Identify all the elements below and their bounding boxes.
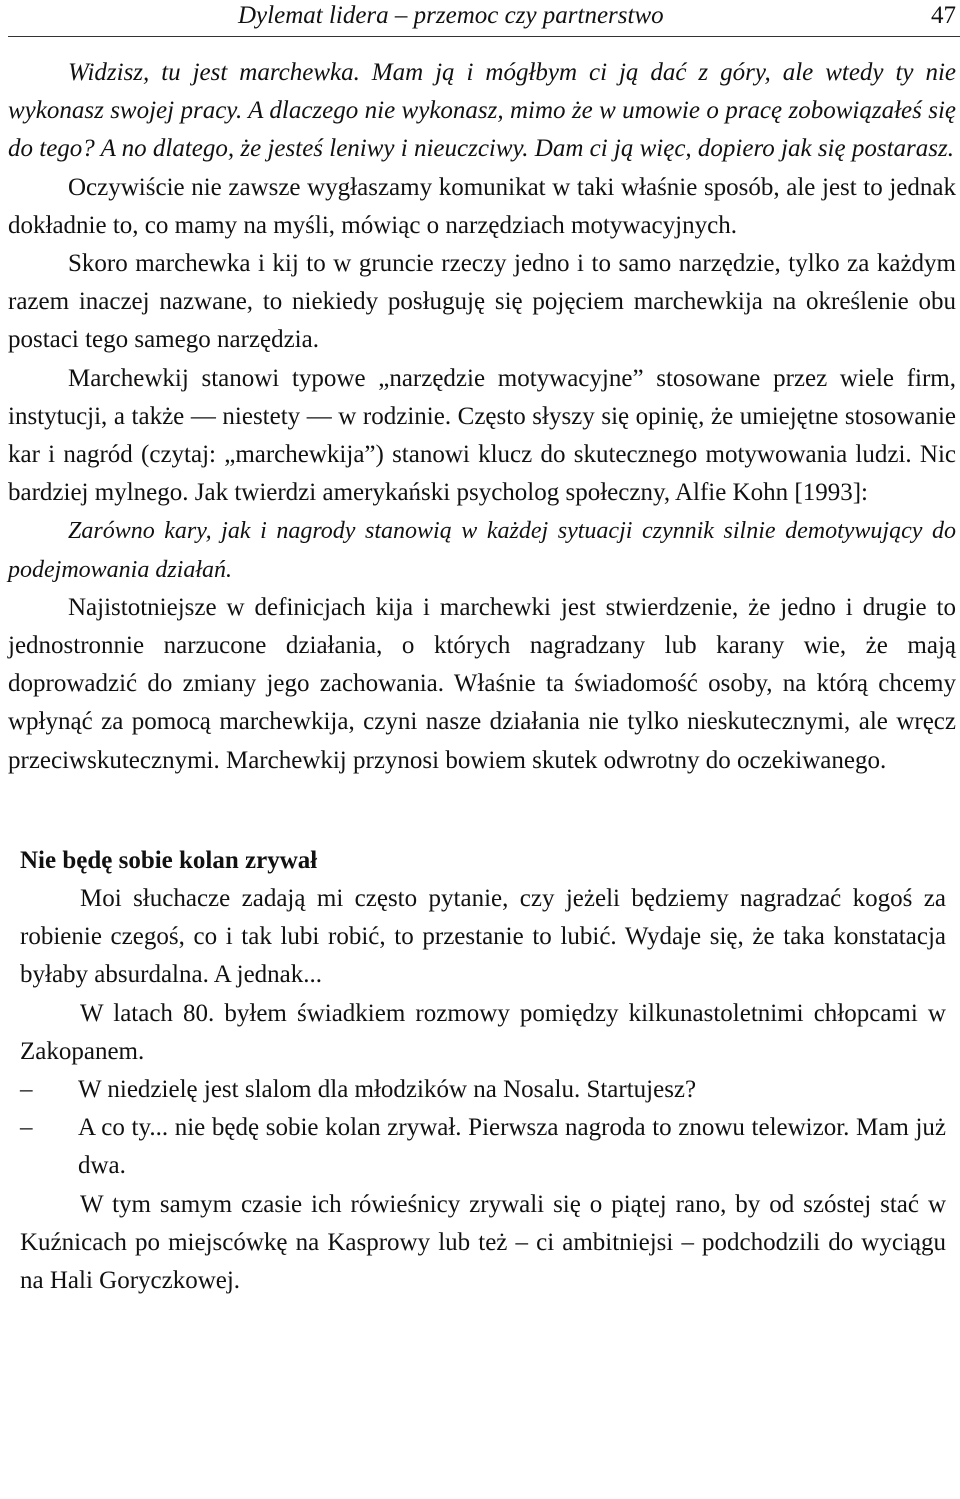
dialog-text: A co ty... nie będę sobie kolan zrywał. Pierwsza nagroda to znowu telewizor. Mam już dwa. <box>78 1114 946 1180</box>
paragraph: Skoro marchewka i kij to w gruncie rzeczy jedno i to samo narzędzie, tylko za każdym razem inaczej nazwane, to niekiedy posługuję się pojęciem marchewkija na określenie obu postaci tego samego narzędzia. <box>8 250 956 354</box>
boxed-section <box>8 842 946 1300</box>
paragraph: W latach 80. byłem świadkiem rozmowy pomiędzy kilkunastoletnimi chłopcami w Zakopanem. <box>20 999 946 1065</box>
dialog-dash: – <box>20 1114 33 1142</box>
section-title: Nie będę sobie kolan zrywał <box>20 846 318 874</box>
paragraph: Najistotniejsze w definicjach kija i marchewki jest stwierdzenie, że jedno i drugie to jednostronnie narzucone działania, o których nagradzany lub karany wie, że mają doprowadzić do zmiany jego zachowania. Właśnie ta świadomość osoby, na którą chcemy wpłynąć za pomocą marchewkija, czyni nasze działania nie tylko nieskutecznymi, ale wręcz przeciwskutecznymi. Marchewkij przynosi bowiem skutek odwrotny do oczekiwanego. <box>8 593 956 774</box>
paragraph: W tym samym czasie ich rówieśnicy zrywali się o piątej rano, by od szóstej stać w Kuźnicach po miejscówkę na Kasprowy lub też – ci ambitniejsi – podchodzili do wyciągu na Hali Goryczkowej. <box>20 1190 946 1295</box>
paragraph: Oczywiście nie zawsze wygłaszamy komunikat w taki właśnie sposób, ale jest to jednak dokładnie to, co mamy na myśli, mówiąc o narzędziach motywacyjnych. <box>8 173 956 239</box>
paragraph: Marchewkij stanowi typowe „narzędzie motywacyjne” stosowane przez wiele firm, instytucji, a także — niestety — w rodzinie. Często słyszy się opinię, że umiejętne stosowanie kar i nagród (czytaj: „marchewkija”) stanowi klucz do skutecznego motywowania ludzi. Nic bardziej mylnego. Jak twierdzi amerykański psycholog społeczny, Alfie Kohn [1993]: <box>8 364 956 507</box>
page-body <box>8 54 956 1300</box>
dialog-line <box>20 1109 946 1185</box>
running-head: Dylemat lidera – przemoc czy partnerstwo <box>238 2 664 29</box>
dialog-line <box>20 1071 946 1109</box>
page-number: 47 <box>931 2 956 29</box>
paragraph: Moi słuchacze zadają mi często pytanie, czy jeżeli będziemy nagradzać kogoś za robienie czegoś, co i tak lubi robić, to przestanie to lubić. Wydaje się, że taka konstatacja byłaby absurdalna. A jednak... <box>20 885 946 989</box>
carrot-quote: Widzisz, tu jest marchewka. Mam ją i mógłbym ci ją dać z góry, ale wtedy ty nie wykonasz swojej pracy. A dlaczego nie wykonasz, mimo że w umowie o pracę zobowiązałeś się do tego? A no dlatego, że jesteś leniwy i nieuczciwy. Dam ci ją więc, dopiero jak się postarasz. <box>8 59 956 163</box>
section-spacer <box>8 780 956 842</box>
dialog-text: W niedzielę jest slalom dla młodzików na Nosalu. Startujesz? <box>78 1076 697 1104</box>
kohn-quote: Zarówno kary, jak i nagrody stanowią w każdej sytuacji czynnik silnie demotywujący do podejmowania działań. <box>8 518 956 583</box>
page-header <box>8 0 960 37</box>
dialog-dash: – <box>20 1076 33 1104</box>
